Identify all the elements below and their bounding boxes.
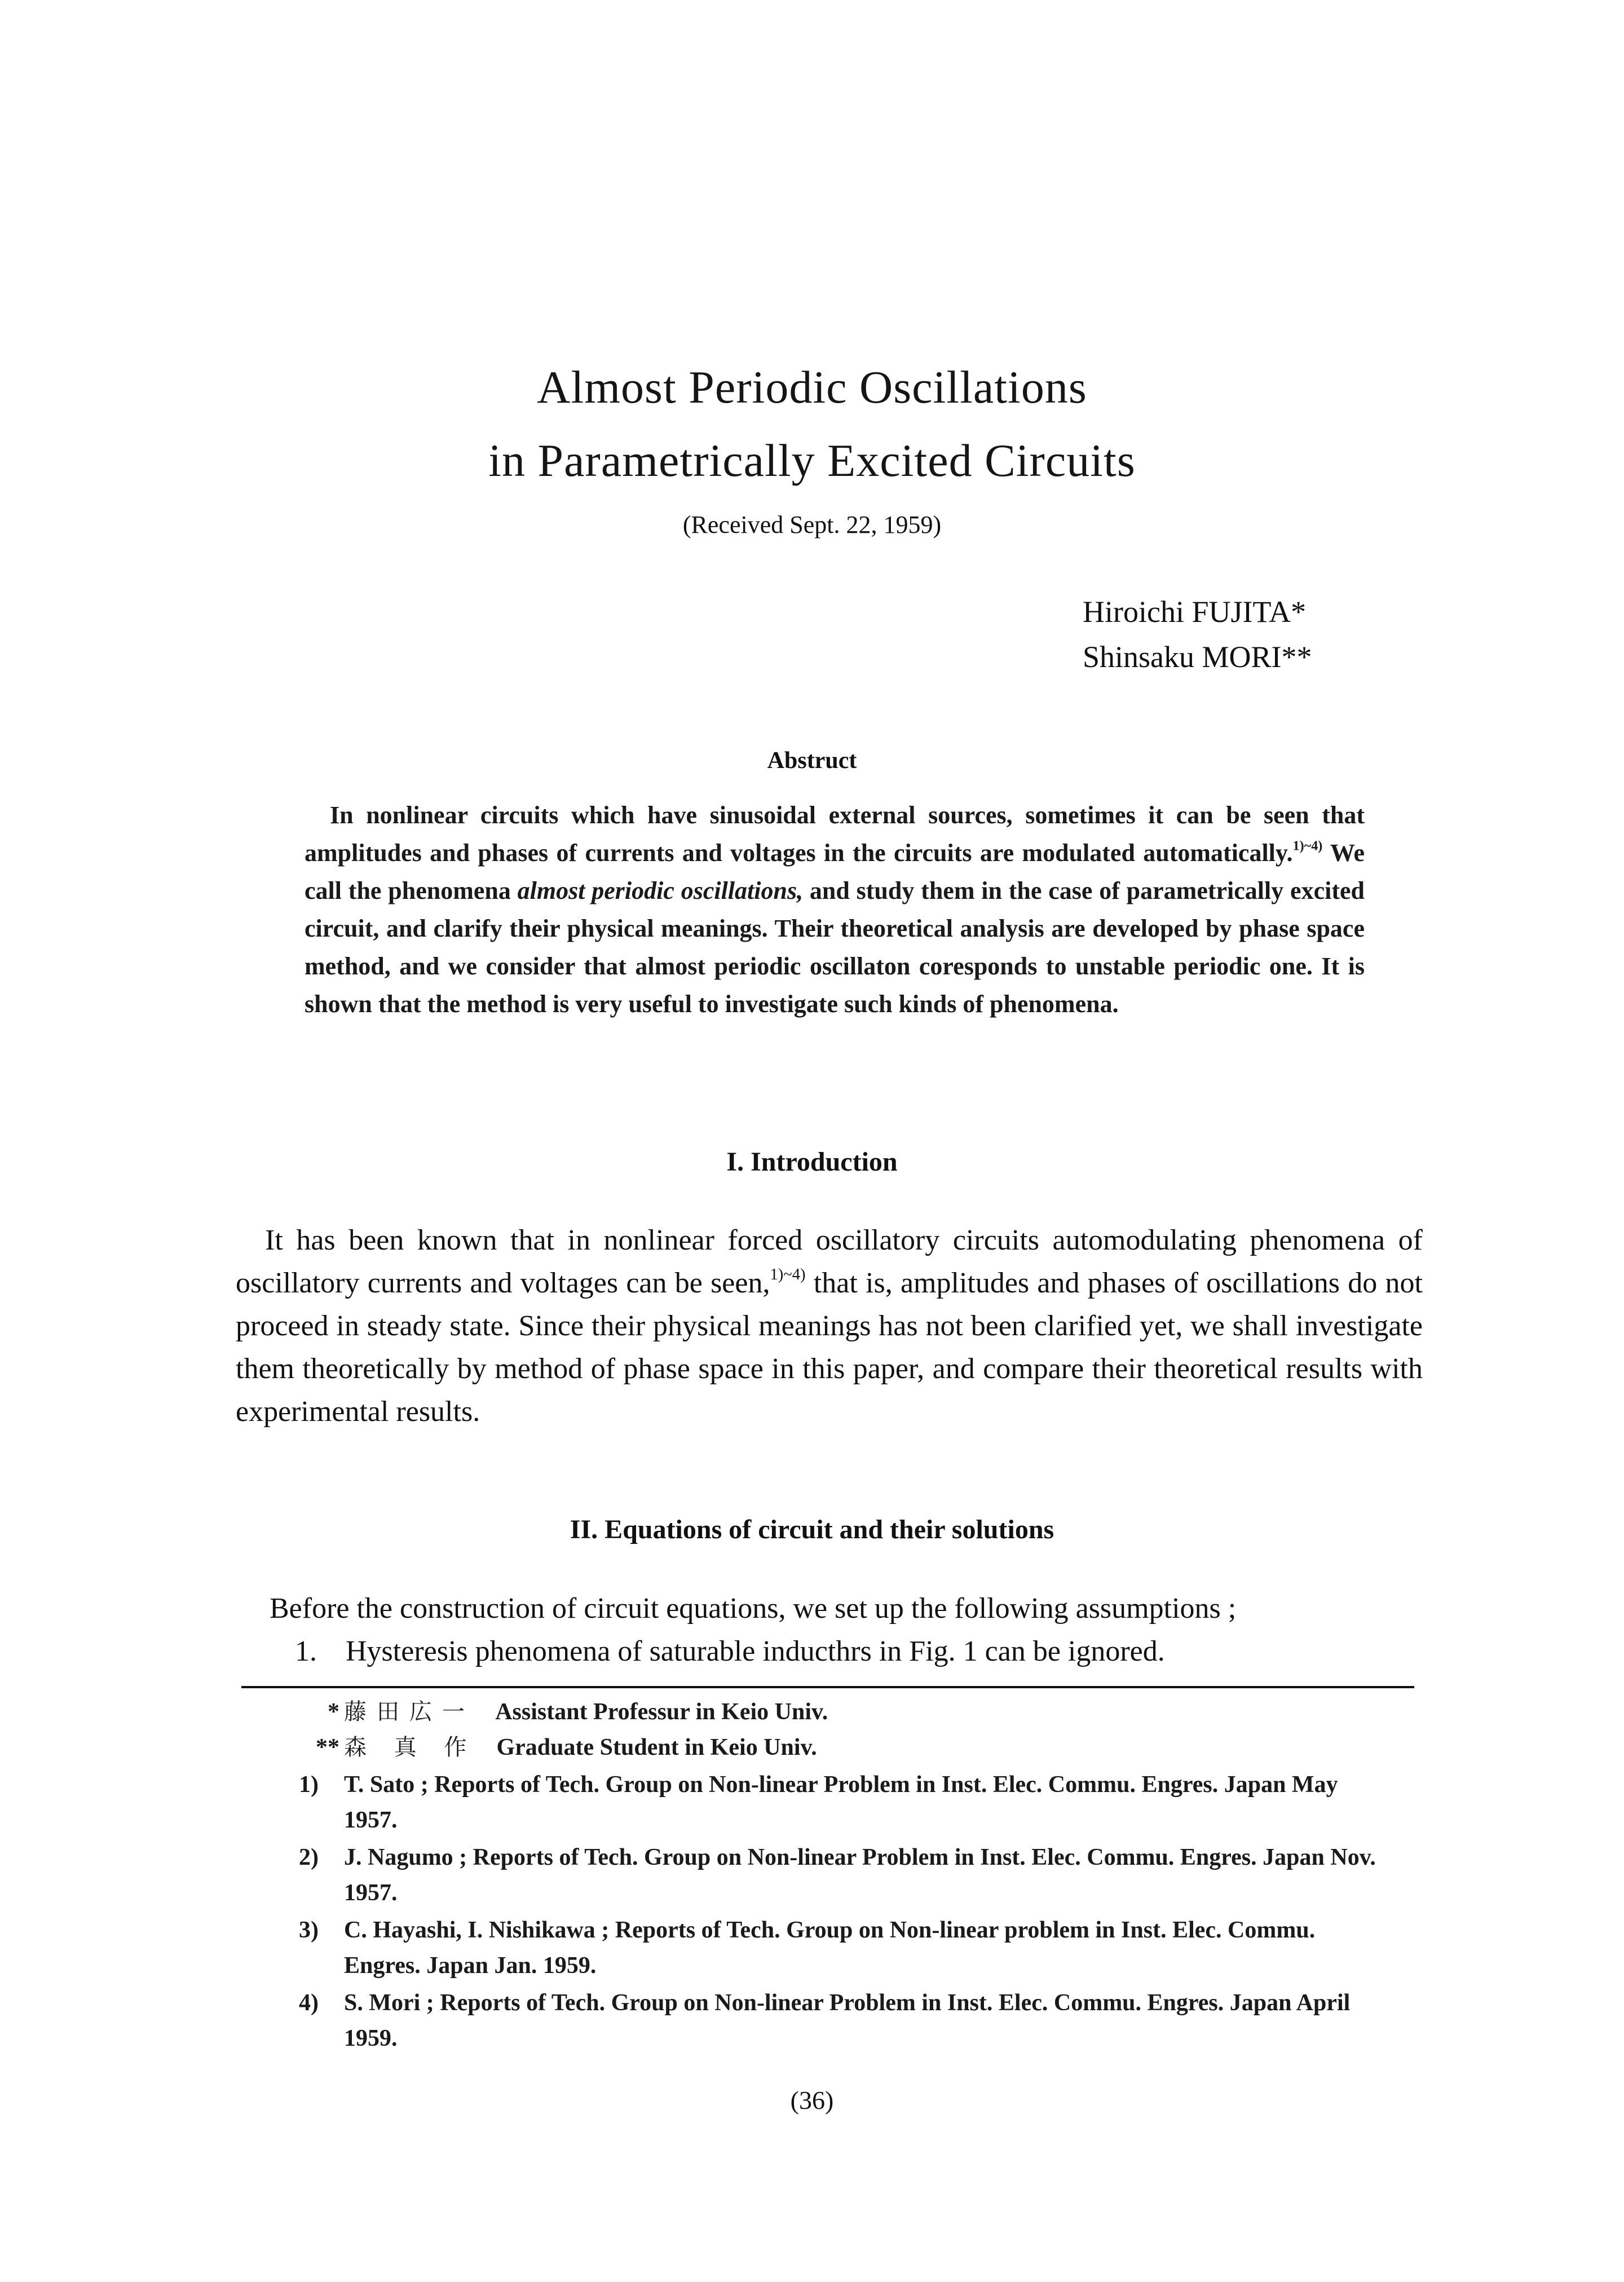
affiliation-text: Graduate Student in Keio Univ. bbox=[496, 1734, 817, 1760]
kanji-name: 藤田広一 bbox=[344, 1699, 475, 1725]
body-paragraph bbox=[236, 1219, 1423, 1433]
reference-item bbox=[299, 1985, 1393, 2056]
reference-item bbox=[299, 1913, 1393, 1984]
body-paragraph: Before the construction of circuit equations, we set up the following assumptions ; bbox=[270, 1592, 1237, 1625]
author-list bbox=[1083, 589, 1312, 679]
author-name: Shinsaku MORI** bbox=[1083, 640, 1312, 674]
received-date: (Received Sept. 22, 1959) bbox=[682, 511, 942, 539]
reference-number: 3) bbox=[299, 1917, 319, 1943]
reference-text: T. Sato ; Reports of Tech. Group on Non-linear Problem in Inst. Elec. Commu. Engres. Japan May 1957. bbox=[344, 1772, 1338, 1833]
citation-marker: 1)~4) bbox=[1292, 838, 1323, 854]
reference-number: 1) bbox=[299, 1772, 319, 1798]
citation-marker: 1)~4) bbox=[770, 1266, 806, 1284]
abstract-paragraph bbox=[304, 796, 1365, 1023]
item-text: Hysteresis phenomena of saturable inducthrs in Fig. 1 can be ignored. bbox=[346, 1635, 1165, 1667]
reference-item bbox=[299, 1840, 1393, 1911]
footnotes bbox=[299, 1694, 1393, 2056]
kanji-name: 森 真 作 bbox=[344, 1734, 477, 1760]
emphasis-term: almost periodic oscillations, bbox=[517, 877, 804, 904]
reference-item bbox=[299, 1767, 1393, 1838]
assumption-item bbox=[236, 1630, 1423, 1673]
body-text: It has been known that in nonlinear forced oscillatory circuits automodulating phenomena of oscillatory currents and voltages can be seen, bbox=[236, 1224, 1423, 1299]
abstract-text: In nonlinear circuits which have sinusoidal external sources, sometimes it can be seen that amplitudes and phases of currents and voltages in the circuits are modulated automatically. bbox=[304, 801, 1365, 867]
abstract-heading: Abstruct bbox=[767, 748, 857, 774]
author-name: Hiroichi FUJITA* bbox=[1083, 595, 1307, 629]
affiliation-footnote bbox=[299, 1694, 1393, 1730]
item-number: 1. bbox=[295, 1635, 317, 1667]
introduction-body bbox=[236, 1219, 1423, 1433]
reference-text: S. Mori ; Reports of Tech. Group on Non-linear Problem in Inst. Elec. Commu. Engres. Japan April 1959. bbox=[344, 1990, 1351, 2051]
abstract-text: and study them in the case of parametrically excited circuit, and clarify their physical meanings. Their theoretical analysis are developed by phase space method, and we consider that almost periodic oscillaton coresponds to unstable periodic one. It is shown that the method is very useful to investigate such kinds of phenomena. bbox=[304, 877, 1365, 1018]
section2-body bbox=[236, 1587, 1423, 1673]
footnote-mark: ** bbox=[316, 1734, 339, 1760]
footnote-divider bbox=[241, 1686, 1414, 1688]
section-heading-equations: II. Equations of circuit and their solutions bbox=[570, 1515, 1054, 1544]
abstract-body bbox=[304, 796, 1365, 1023]
reference-text: J. Nagumo ; Reports of Tech. Group on Non-linear Problem in Inst. Elec. Commu. Engres. Japan Nov. 1957. bbox=[344, 1844, 1376, 1906]
reference-text: C. Hayashi, I. Nishikawa ; Reports of Tech. Group on Non-linear problem in Inst. Elec. Commu. Engres. Japan Jan. 1959. bbox=[344, 1917, 1316, 1979]
affiliation-footnote bbox=[299, 1730, 1393, 1765]
reference-number: 2) bbox=[299, 1844, 319, 1870]
body-text: that is, amplitudes and phases of oscillations do not proceed in steady state. Since their physical meanings has not been clarified yet, we shall investigate them theoretically by method of phase space in this paper, and compare their theoretical results with experimental results. bbox=[236, 1267, 1423, 1428]
page-number: (36) bbox=[790, 2086, 834, 2115]
affiliation-text: Assistant Professur in Keio Univ. bbox=[495, 1699, 828, 1725]
abstract-text: We call the phenomena bbox=[304, 839, 1365, 904]
reference-number: 4) bbox=[299, 1990, 319, 2016]
paper-title-line2: in Parametrically Excited Circuits bbox=[488, 435, 1136, 486]
paper-title-line1: Almost Periodic Oscillations bbox=[537, 361, 1087, 413]
footnote-mark: * bbox=[328, 1699, 339, 1725]
section-heading-introduction: I. Introduction bbox=[726, 1147, 898, 1177]
